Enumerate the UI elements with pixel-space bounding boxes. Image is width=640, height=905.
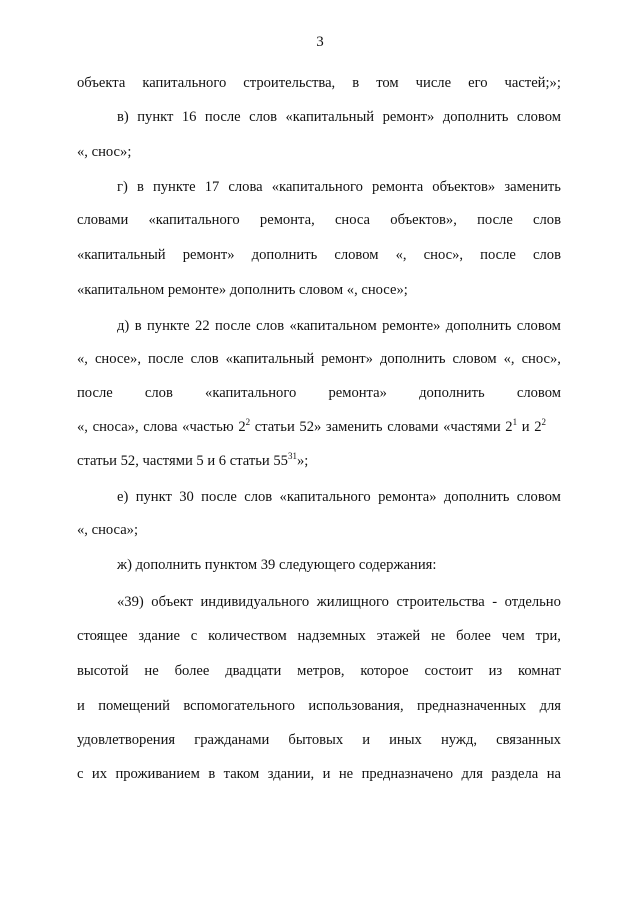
word: объектов», — [390, 212, 457, 228]
word: слов — [190, 351, 219, 367]
word: словом — [516, 385, 561, 401]
word: слов — [256, 318, 285, 334]
text-line — [77, 697, 561, 715]
word: чем — [501, 628, 525, 644]
word: 17 — [204, 179, 220, 195]
word: с — [77, 766, 84, 782]
word: дополнить — [251, 247, 318, 263]
word: «, — [503, 351, 515, 367]
text-run: «, сноса», слова «частью 2 — [77, 419, 246, 435]
superscript: 2 — [245, 417, 251, 427]
word: предназначено — [361, 766, 454, 782]
word: удовлетворения — [77, 732, 176, 748]
word: дополнить — [379, 351, 446, 367]
text-line — [77, 627, 561, 645]
word: сносе», — [94, 351, 141, 367]
word: «капитальный — [285, 109, 375, 125]
word: том — [376, 75, 399, 91]
word: нужд, — [440, 732, 478, 748]
word: «капитальный — [77, 247, 166, 263]
word: ремонта» — [328, 385, 387, 401]
text-line — [77, 384, 561, 402]
superscript: 2 — [541, 417, 547, 427]
text-run: статьи 52, частями 5 и 6 статьи 55 — [77, 453, 288, 469]
word: раздела — [491, 766, 539, 782]
word: ремонта, — [259, 212, 315, 228]
word: ремонт» — [182, 247, 235, 263]
text-line: ж) дополнить пунктом 39 следующего содержания: — [117, 557, 437, 573]
word: пункте — [152, 179, 196, 195]
word: «, — [395, 247, 407, 263]
text-line — [77, 765, 561, 783]
word: дополнить — [419, 385, 485, 401]
word: помещений — [98, 698, 170, 714]
text-line — [117, 178, 561, 196]
word: метров, — [297, 663, 345, 679]
word: отдельно — [504, 594, 561, 610]
word: в) — [117, 109, 129, 125]
word: дополнить — [443, 489, 510, 505]
word: г) — [117, 179, 128, 195]
text-line — [77, 246, 561, 264]
text-line — [77, 74, 561, 92]
word: дополнить — [442, 109, 509, 125]
word: на — [546, 766, 561, 782]
word: «капитальный — [225, 351, 315, 367]
word: надземных — [297, 628, 366, 644]
word: слов — [533, 212, 561, 228]
word: пункт — [135, 489, 172, 505]
word: комнат — [518, 663, 561, 679]
word: 22 — [195, 318, 210, 334]
superscript: 1 — [512, 417, 518, 427]
text-line — [117, 593, 561, 611]
word: в — [352, 75, 360, 91]
text-line — [117, 317, 561, 335]
text-line — [77, 211, 561, 229]
word: 16 — [181, 109, 197, 125]
word: после — [477, 212, 513, 228]
text-line — [77, 418, 561, 436]
word: «капитального — [279, 489, 371, 505]
word: пункт — [137, 109, 174, 125]
word: «39) — [117, 594, 144, 610]
word: три, — [535, 628, 561, 644]
word: из — [488, 663, 503, 679]
word: после — [480, 247, 516, 263]
word: более — [174, 663, 210, 679]
word: е) — [117, 489, 129, 505]
word: словами — [77, 212, 129, 228]
word: сноса — [334, 212, 371, 228]
word: слов — [249, 109, 278, 125]
word: этажей — [376, 628, 421, 644]
word: «капитального — [148, 212, 240, 228]
word: здание — [138, 628, 180, 644]
word: которое — [360, 663, 409, 679]
word: здании, — [267, 766, 315, 782]
word: ремонте» — [382, 318, 441, 334]
text-run: »; — [296, 453, 309, 469]
word: для — [539, 698, 561, 714]
word: использования, — [308, 698, 404, 714]
word: и — [362, 732, 371, 748]
word: после — [147, 351, 184, 367]
word: словом — [334, 247, 379, 263]
word: объект — [151, 594, 193, 610]
word: не — [430, 628, 446, 644]
word: после — [77, 385, 113, 401]
word: гражданами — [194, 732, 270, 748]
word: количеством — [208, 628, 287, 644]
word: двадцати — [225, 663, 282, 679]
word: слов — [144, 385, 173, 401]
superscript: 31 — [287, 451, 297, 461]
word: заменить — [504, 179, 561, 195]
word: после — [204, 109, 241, 125]
word: объектов» — [432, 179, 496, 195]
word: проживанием — [115, 766, 200, 782]
text-run: и 2 — [517, 419, 542, 435]
word: словом — [452, 351, 497, 367]
text-line — [77, 662, 561, 680]
text-line: «, сноса»; — [77, 522, 139, 538]
word: стоящее — [77, 628, 128, 644]
word: капитального — [142, 75, 227, 91]
word: частей;»; — [504, 75, 561, 91]
word: в — [134, 318, 142, 334]
word: слов — [533, 247, 561, 263]
word: словом — [516, 109, 561, 125]
word: словом — [516, 489, 561, 505]
word: с — [190, 628, 198, 644]
text-line — [77, 350, 561, 368]
word: «капитального — [205, 385, 297, 401]
text-line — [77, 731, 561, 749]
word: строительства, — [243, 75, 336, 91]
word: вспомогательного — [183, 698, 295, 714]
word: «, — [77, 351, 88, 367]
word: 30 — [179, 489, 194, 505]
word: снос», — [521, 351, 561, 367]
text-line — [117, 108, 561, 126]
word: - — [492, 594, 498, 610]
text-line: «, снос»; — [77, 144, 132, 160]
word: в — [136, 179, 144, 195]
word: дополнить — [445, 318, 512, 334]
word: для — [461, 766, 483, 782]
word: предназначенных — [417, 698, 527, 714]
word: и — [322, 766, 331, 782]
word: бытовых — [288, 732, 344, 748]
word: словом — [516, 318, 561, 334]
word: высотой — [77, 663, 129, 679]
word: «капитальном — [289, 318, 377, 334]
text-run: статьи 52» заменить словами «частями 2 — [250, 419, 513, 435]
word: таком — [223, 766, 260, 782]
text-line — [77, 452, 561, 470]
word: более — [456, 628, 491, 644]
word: ремонта» — [378, 489, 437, 505]
word: д) — [117, 318, 130, 334]
word: числе — [415, 75, 452, 91]
word: жилищного — [316, 594, 389, 610]
word: ремонт» — [321, 351, 373, 367]
word: ремонт» — [382, 109, 435, 125]
word: «капитального — [271, 179, 363, 195]
text-line: «капитальном ремонте» дополнить словом «, сносе»; — [77, 282, 408, 298]
word: состоит — [424, 663, 473, 679]
page-number: 3 — [316, 34, 324, 50]
word: строительства — [396, 594, 485, 610]
word: после — [215, 318, 251, 334]
word: снос», — [423, 247, 464, 263]
word: не — [338, 766, 354, 782]
word: иных — [389, 732, 422, 748]
text-line — [117, 488, 561, 506]
word: слов — [244, 489, 273, 505]
word: пункте — [146, 318, 190, 334]
word: их — [91, 766, 108, 782]
word: в — [208, 766, 216, 782]
word: ремонта — [372, 179, 424, 195]
word: связанных — [496, 732, 561, 748]
word: после — [201, 489, 237, 505]
word: слова — [228, 179, 263, 195]
word: не — [144, 663, 159, 679]
word: индивидуального — [200, 594, 310, 610]
word: и — [77, 698, 85, 714]
word: его — [468, 75, 488, 91]
word: объекта — [77, 75, 126, 91]
